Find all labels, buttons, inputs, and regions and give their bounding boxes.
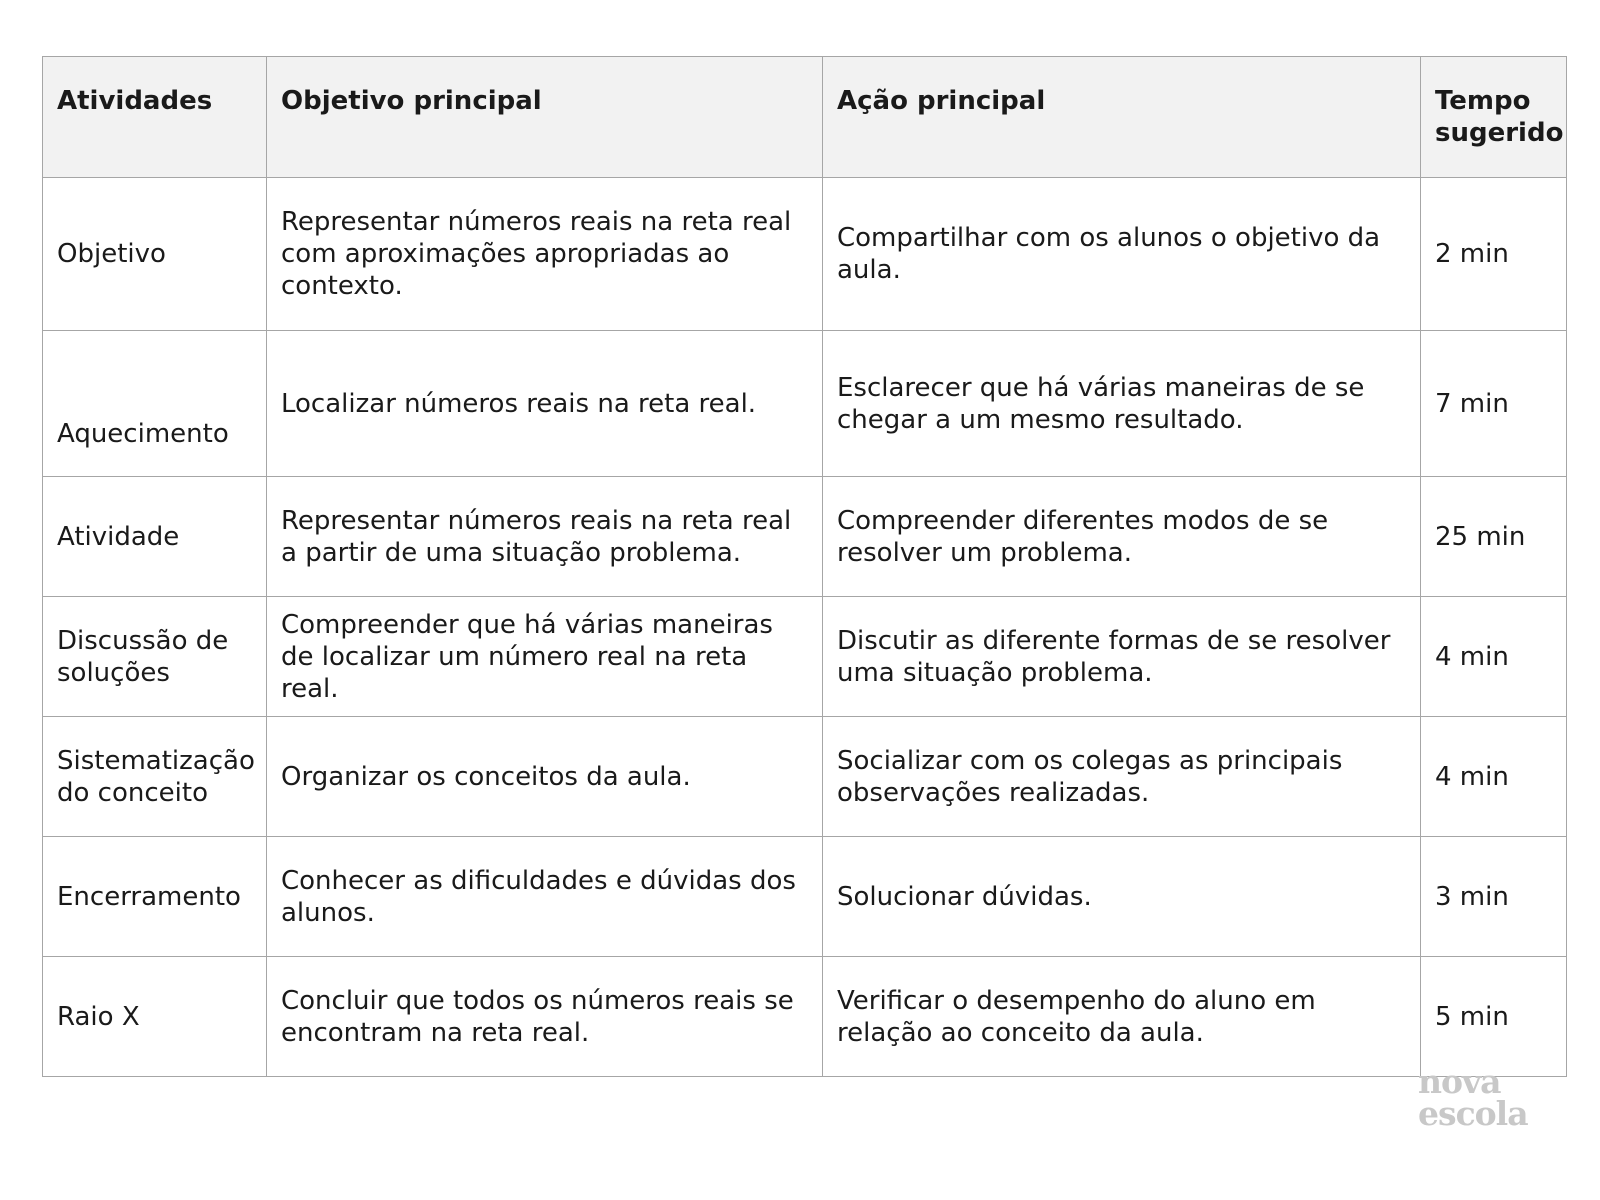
cell-tempo: 4 min	[1421, 597, 1567, 717]
header-row	[43, 57, 1567, 178]
header-objetivo-principal: Objetivo principal	[267, 57, 823, 178]
table-row	[43, 957, 1567, 1077]
header-acao-principal: Ação principal	[823, 57, 1421, 178]
logo-line-escola: escola	[1418, 1094, 1528, 1133]
cell-atividade: Atividade	[43, 477, 267, 597]
table-row	[43, 477, 1567, 597]
cell-tempo: 4 min	[1421, 717, 1567, 837]
cell-objetivo: Localizar números reais na reta real.	[267, 331, 823, 477]
cell-acao: Discutir as diferente formas de se resolver uma situação problema.	[823, 597, 1421, 717]
table-body	[43, 178, 1567, 1077]
cell-objetivo: Concluir que todos os números reais se encontram na reta real.	[267, 957, 823, 1077]
header-atividades: Atividades	[43, 57, 267, 178]
table-header	[43, 57, 1567, 178]
logo-line-nova: nova	[1418, 1062, 1501, 1101]
table-row	[43, 178, 1567, 331]
cell-objetivo: Representar números reais na reta real a partir de uma situação problema.	[267, 477, 823, 597]
table-row	[43, 717, 1567, 837]
cell-acao: Verificar o desempenho do aluno em relação ao conceito da aula.	[823, 957, 1421, 1077]
cell-acao: Esclarecer que há várias maneiras de se chegar a um mesmo resultado.	[823, 331, 1421, 477]
cell-acao: Socializar com os colegas as principais observações realizadas.	[823, 717, 1421, 837]
table-row	[43, 837, 1567, 957]
cell-objetivo: Representar números reais na reta real com aproximações apropriadas ao contexto.	[267, 178, 823, 331]
cell-tempo: 5 min	[1421, 957, 1567, 1077]
cell-objetivo: Organizar os conceitos da aula.	[267, 717, 823, 837]
cell-acao: Solucionar dúvidas.	[823, 837, 1421, 957]
cell-tempo: 2 min	[1421, 178, 1567, 331]
cell-acao: Compartilhar com os alunos o objetivo da aula.	[823, 178, 1421, 331]
header-tempo-sugerido: Tempo sugerido	[1421, 57, 1567, 178]
nova-escola-logo	[1418, 1062, 1536, 1133]
table-row	[43, 331, 1567, 477]
cell-atividade: Encerramento	[43, 837, 267, 957]
lesson-plan-table	[42, 56, 1567, 1077]
cell-objetivo: Conhecer as dificuldades e dúvidas dos alunos.	[267, 837, 823, 957]
cell-atividade: Aquecimento	[43, 331, 267, 477]
cell-atividade: Sistematização do conceito	[43, 717, 267, 837]
cell-atividade: Discussão de soluções	[43, 597, 267, 717]
cell-atividade: Raio X	[43, 957, 267, 1077]
cell-acao: Compreender diferentes modos de se resolver um problema.	[823, 477, 1421, 597]
cell-atividade: Objetivo	[43, 178, 267, 331]
cell-tempo: 3 min	[1421, 837, 1567, 957]
table-row	[43, 597, 1567, 717]
cell-tempo: 25 min	[1421, 477, 1567, 597]
cell-objetivo: Compreender que há várias maneiras de localizar um número real na reta real.	[267, 597, 823, 717]
cell-tempo: 7 min	[1421, 331, 1567, 477]
